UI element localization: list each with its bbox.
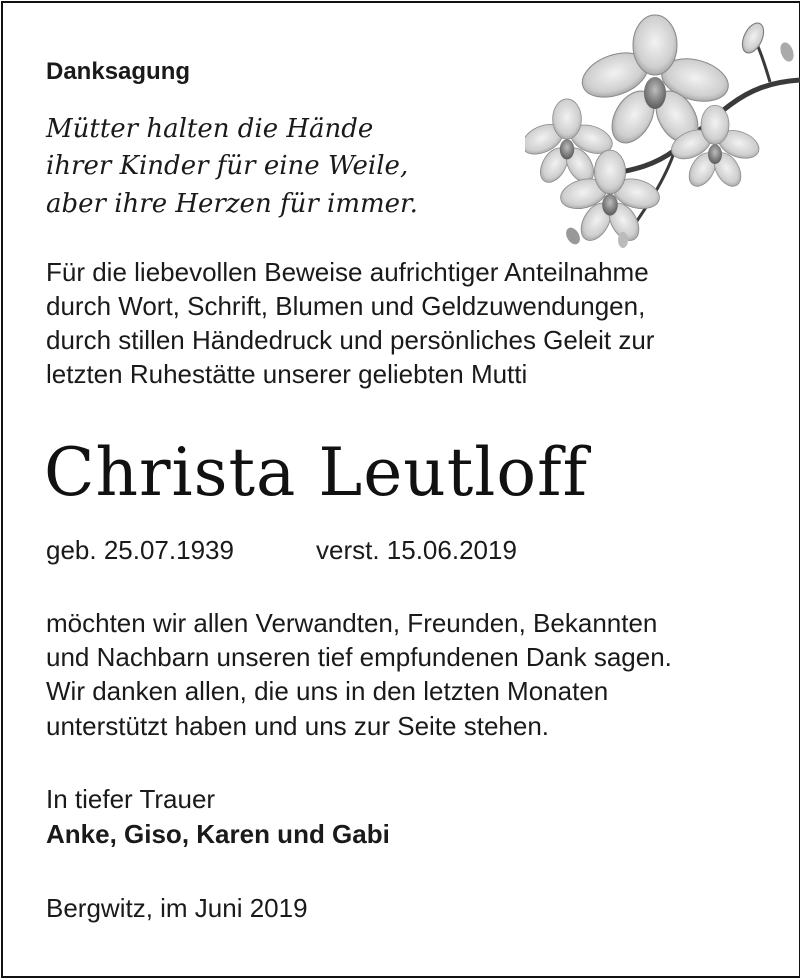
intro-line-2: durch Wort, Schrift, Blumen und Geldzuwendungen, (46, 291, 646, 321)
deceased-name: Christa Leutloff (44, 434, 588, 511)
thanks-line-3: Wir danken allen, die uns in den letzten Monaten (46, 676, 609, 706)
mourners: Anke, Giso, Karen und Gabi (46, 819, 390, 849)
thanks-line-4: unterstützt haben und uns zur Seite stehen. (46, 711, 550, 741)
death-date: verst. 15.06.2019 (316, 535, 517, 565)
mourning-label: In tiefer Trauer (46, 784, 216, 814)
intro-line-3: durch stillen Händedruck und persönliches Geleit zur (46, 325, 655, 355)
birth-date: geb. 25.07.1939 (46, 535, 234, 565)
thanks-line-2: und Nachbarn unseren tief empfundenen Dank sagen. (46, 642, 672, 672)
orchid-image (525, 10, 800, 250)
thanks-line-1: möchten wir allen Verwandten, Freunden, Bekannten (46, 608, 658, 638)
motto-line-3: aber ihre Herzen für immer. (46, 189, 418, 219)
motto-line-2: ihrer Kinder für eine Weile, (46, 151, 409, 181)
motto-line-1: Mütter halten die Hände (46, 114, 374, 144)
intro-line-1: Für die liebevollen Beweise aufrichtiger Anteilnahme (46, 257, 649, 287)
place-date: Bergwitz, im Juni 2019 (46, 893, 308, 923)
heading: Danksagung (46, 58, 191, 85)
intro-line-4: letzten Ruhestätte unserer geliebten Mutti (46, 359, 528, 389)
